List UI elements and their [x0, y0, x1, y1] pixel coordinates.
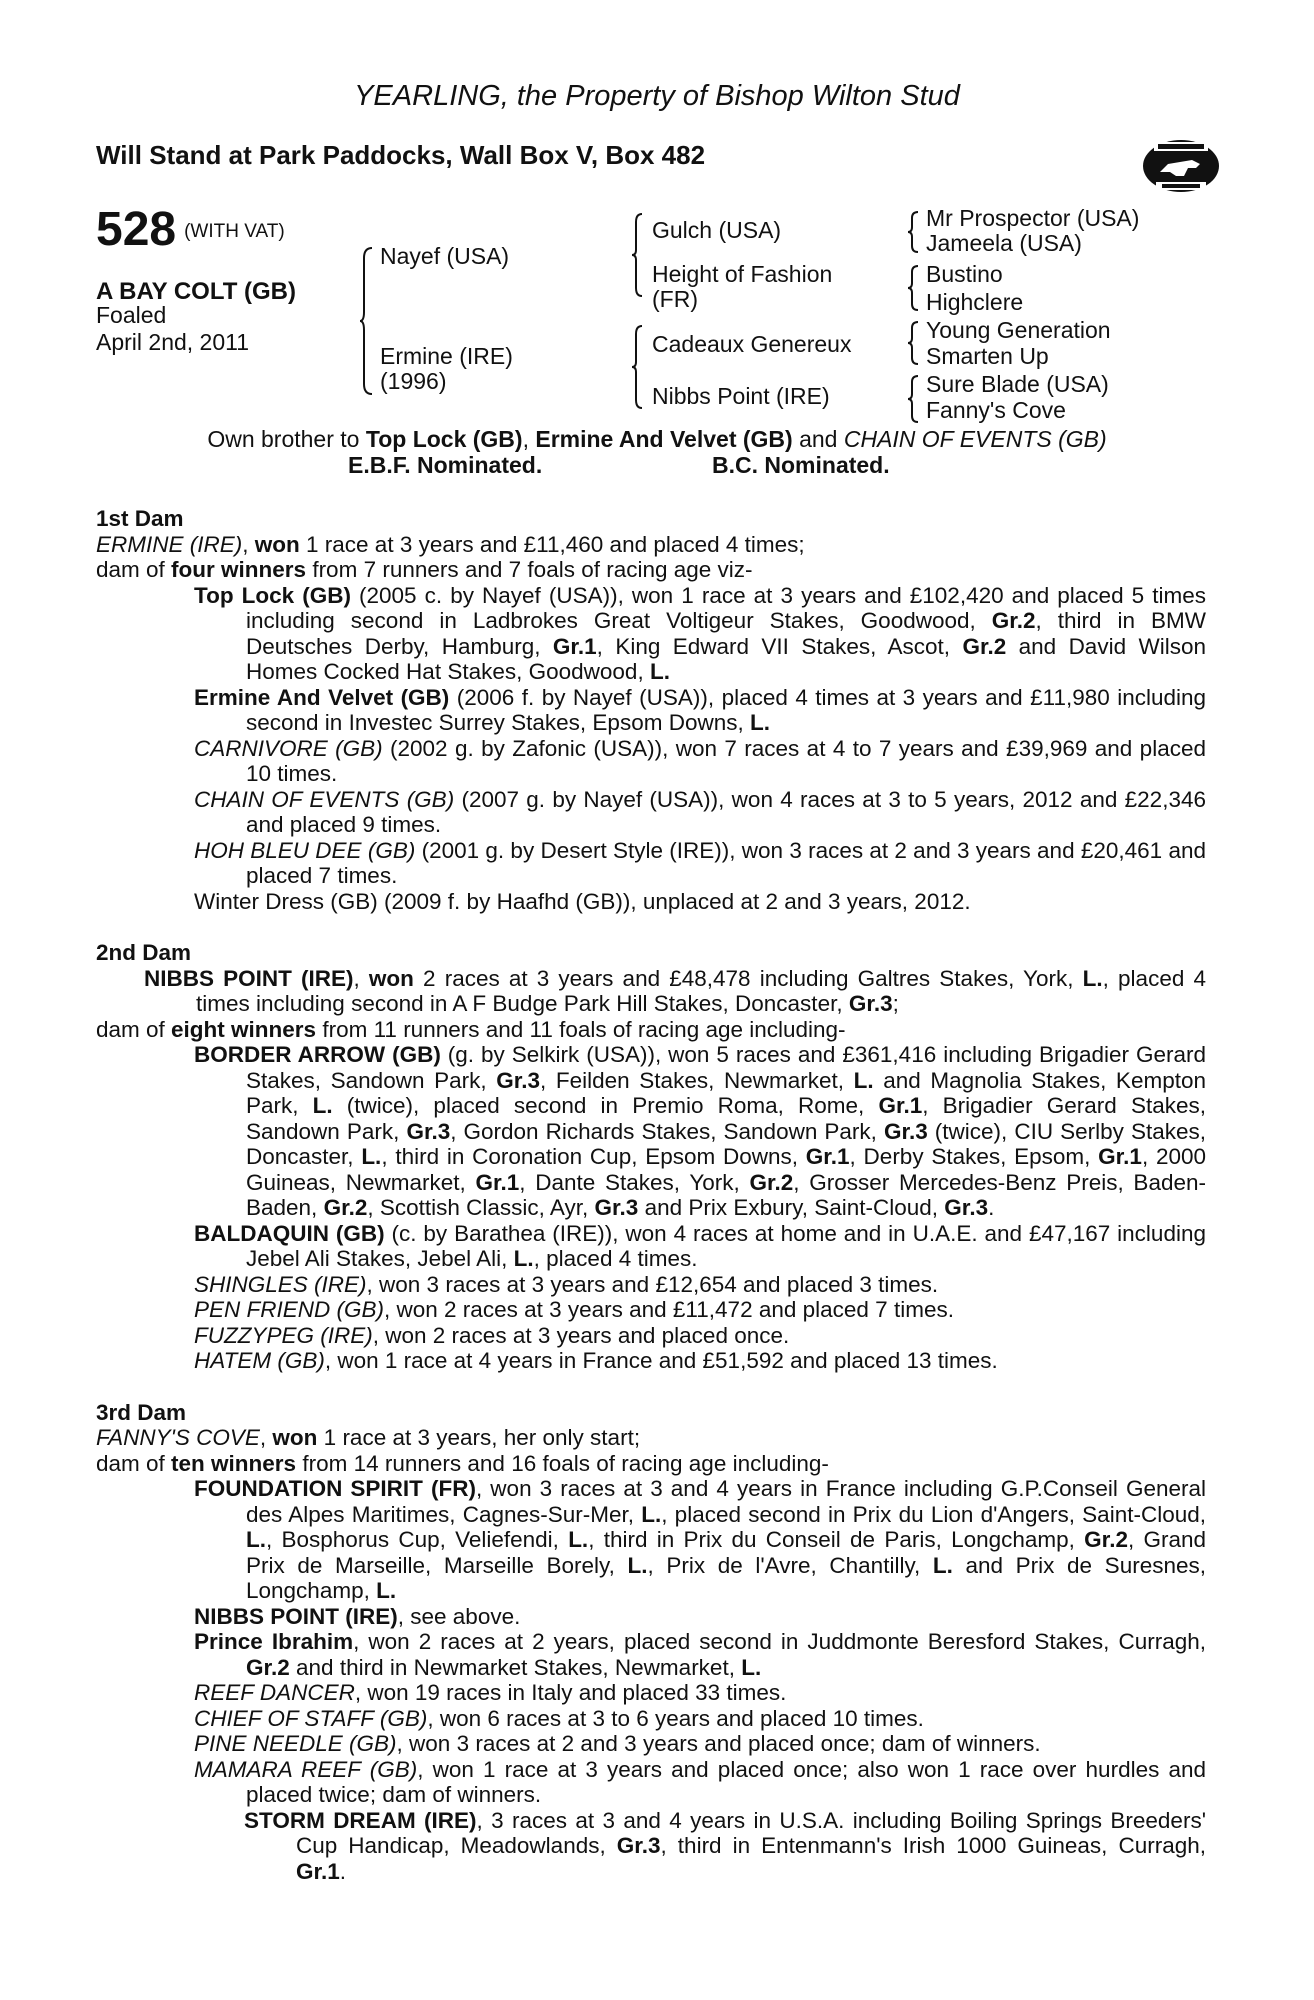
- text-run: and Prix Exbury, Saint-Cloud,: [638, 1195, 945, 1220]
- dam3-grandfoal: [96, 1808, 1206, 1885]
- text-run: Gr.3: [944, 1195, 989, 1220]
- pedigree-gen3-5: Young Generation: [926, 317, 1111, 343]
- text-run: , won 2 races at 2 years, placed second in Juddmonte Beresford Stakes, Curragh,: [353, 1629, 1206, 1654]
- pedigree-dam: Ermine (IRE) (1996): [380, 343, 513, 394]
- text-run: Top Lock (GB): [194, 582, 351, 608]
- text-run: Prince Ibrahim: [194, 1629, 354, 1654]
- dam1-summary: [96, 532, 1206, 558]
- text-run: L.: [741, 1654, 762, 1680]
- text-run: L.: [649, 659, 670, 684]
- dam2-foal: [96, 1272, 1206, 1298]
- text-run: STORM DREAM (IRE): [244, 1807, 477, 1833]
- foaled-label: Foaled: [96, 302, 167, 328]
- text-run: , third in Prix du Conseil de Paris, Longchamp,: [588, 1527, 1085, 1552]
- text-run: Gr.2: [749, 1169, 794, 1195]
- pedigree-dam-dam: Nibbs Point (IRE): [652, 383, 830, 409]
- text-run: , Feilden Stakes, Newmarket,: [540, 1067, 854, 1093]
- text-run: L.: [376, 1578, 397, 1603]
- dam3-foal: [96, 1629, 1206, 1680]
- dam2-foal: [96, 1221, 1206, 1272]
- text-run: HOH BLEU DEE (GB): [194, 837, 416, 863]
- text-run: FUZZYPEG (IRE): [194, 1322, 373, 1348]
- pedigree-brace-5: [908, 264, 922, 312]
- text-run: , won 3 races at 3 and 4 years in France including G.P.Conseil General des Alpes Maritimes, Cagnes-Sur-Mer,: [246, 1476, 1206, 1527]
- text-run: ,: [353, 965, 369, 991]
- text-run: Gr.3: [883, 1118, 928, 1144]
- dam1-foal: [96, 838, 1206, 889]
- text-run: BALDAQUIN (GB): [194, 1220, 385, 1246]
- ebf-nomination: E.B.F. Nominated.: [348, 452, 543, 478]
- text-run: from 14 runners and 16 foals of racing age including-: [296, 1450, 829, 1476]
- dam3-summary: [96, 1425, 1206, 1451]
- text-run: , Dante Stakes, York,: [519, 1169, 750, 1195]
- pedigree-brace-7: [908, 374, 922, 424]
- text-run: , won 3 races at 3 years and £12,654 and placed 3 times.: [366, 1271, 939, 1297]
- dam1-foal: [96, 889, 1206, 915]
- text-run: won: [368, 965, 414, 991]
- text-run: (twice), placed second in Premio Roma, Rome,: [332, 1093, 879, 1118]
- text-run: Winter Dress (GB) (2009 f. by Haafhd (GB)), unplaced at 2 and 3 years, 2012.: [194, 888, 971, 914]
- text-run: , Prix de l'Avre, Chantilly,: [647, 1552, 933, 1578]
- text-run: , 3 races at 3 and 4 years in U.S.A. including Boiling Springs Breeders' Cup Handicap, Meadowlands,: [296, 1807, 1206, 1858]
- lot-number: 528 (WITH VAT): [96, 203, 285, 256]
- pedigree-gen3-2: Jameela (USA): [926, 230, 1082, 256]
- text-run: , won 19 races in Italy and placed 33 times.: [354, 1680, 787, 1705]
- dam3-foal: [96, 1731, 1206, 1757]
- dam2-foal: [96, 1323, 1206, 1349]
- dam2-foal: [96, 1297, 1206, 1323]
- text-run: L.: [749, 710, 770, 735]
- text-run: (twice), CIU Serlby Stakes, Doncaster,: [246, 1118, 1206, 1169]
- text-run: PEN FRIEND (GB): [194, 1297, 385, 1322]
- text-run: MAMARA REEF (GB): [194, 1756, 418, 1782]
- pedigree-sire-sire: Gulch (USA): [652, 217, 782, 243]
- dam3-foal: [96, 1757, 1206, 1808]
- text-run: Gr.3: [616, 1833, 661, 1858]
- text-run: Gr.1: [552, 633, 597, 659]
- text-run: ,: [242, 531, 255, 557]
- text-run: CHAIN OF EVENTS (GB): [194, 786, 455, 812]
- sibling-top-lock: Top Lock (GB): [365, 426, 523, 452]
- dam3-produce-intro: [96, 1451, 1206, 1477]
- dam2-heading: 2nd Dam: [96, 940, 192, 965]
- text-run: Gr.1: [296, 1858, 340, 1884]
- text-run: L.: [312, 1093, 333, 1118]
- pedigree-dam-sire: Cadeaux Genereux: [652, 331, 852, 357]
- text-run: , 2000 Guineas, Newmarket,: [246, 1144, 1206, 1195]
- pedigree-gen3-7: Sure Blade (USA): [926, 371, 1109, 397]
- sibling-chain-of-events: CHAIN OF EVENTS (GB): [843, 426, 1107, 452]
- text-run: (g. by Selkirk (USA)), won 5 races and £361,416 including Brigadier Gerard Stakes, Sandown Park,: [246, 1042, 1207, 1093]
- dam3-heading: 3rd Dam: [96, 1399, 187, 1425]
- pedigree-dam-year: (1996): [380, 368, 447, 394]
- text-run: , third in Entenmann's Irish 1000 Guineas, Curragh,: [660, 1833, 1206, 1858]
- dam2-produce-intro: [96, 1017, 1206, 1043]
- pedigree-sire: Nayef (USA): [380, 243, 510, 269]
- pedigree-gen3-4: Highclere: [926, 289, 1024, 315]
- text-run: NIBBS POINT (IRE): [194, 1603, 398, 1629]
- text-run: , Grand Prix de Marseille, Marseille Borely,: [246, 1527, 1206, 1578]
- text-run: ERMINE (IRE): [96, 531, 243, 557]
- text-run: L.: [641, 1501, 662, 1527]
- dam1-foal: [96, 736, 1206, 787]
- text-run: Gr.2: [323, 1195, 368, 1220]
- dam1-foal: [96, 583, 1206, 685]
- pedigree-gen3-6: Smarten Up: [926, 343, 1049, 369]
- text-run: Ermine And Velvet (GB): [194, 684, 450, 710]
- pedigree-sire-dam: Height of Fashion (FR): [652, 261, 833, 312]
- text-run: Gr.3: [848, 991, 893, 1016]
- text-run: .: [988, 1195, 995, 1220]
- pedigree-gen3-1: Mr Prospector (USA): [926, 205, 1140, 231]
- text-run: Gr.2: [246, 1654, 290, 1680]
- stand-location: Will Stand at Park Paddocks, Wall Box V, Box 482: [96, 140, 706, 170]
- text-run: (2007 g. by Nayef (USA)), won 4 races at 3 to 5 years, 2012 and £22,346 and placed 9 times.: [246, 786, 1206, 837]
- dam2-foal: [96, 1348, 1206, 1374]
- text-run: Gr.3: [594, 1195, 639, 1220]
- pedigree-brace-3: [632, 324, 646, 410]
- lot-description: A BAY COLT (GB): [96, 278, 297, 305]
- text-run: L.: [568, 1527, 589, 1552]
- text-run: ten winners: [171, 1450, 297, 1476]
- text-run: HATEM (GB): [194, 1348, 325, 1373]
- text-run: , Scottish Classic, Ayr,: [367, 1195, 595, 1220]
- text-run: Gr.1: [475, 1169, 520, 1195]
- text-run: , won 1 race at 3 years and placed once; also won 1 race over hurdles and placed twice; dam of winners.: [246, 1756, 1206, 1807]
- text-run: Gr.3: [406, 1118, 451, 1144]
- text-run: dam of: [96, 1450, 172, 1476]
- text-run: 1 race at 3 years, her only start;: [317, 1425, 641, 1450]
- text-run: Gr.1: [1098, 1144, 1142, 1169]
- text-run: ;: [892, 991, 899, 1016]
- text-run: , placed 4 times.: [533, 1246, 698, 1271]
- dam1-foal: [96, 787, 1206, 838]
- dam1-foal: [96, 685, 1206, 736]
- text-run: eight winners: [171, 1016, 317, 1042]
- text-run: four winners: [171, 557, 307, 582]
- text-run: , placed 4 times including second in A F Budge Park Hill Stakes, Doncaster,: [196, 965, 1206, 1016]
- text-run: L.: [361, 1144, 382, 1169]
- text-run: (2006 f. by Nayef (USA)), placed 4 times at 3 years and £11,980 including second in Investec Surrey Stakes, Epsom Downs,: [246, 684, 1207, 735]
- pedigree-brace-6: [908, 320, 922, 366]
- text-run: won: [272, 1425, 318, 1450]
- pedigree-gen3-3: Bustino: [926, 261, 1003, 287]
- foaled-info: [96, 302, 249, 356]
- vat-note: (WITH VAT): [184, 221, 285, 243]
- text-run: Gr.2: [1084, 1527, 1128, 1552]
- text-run: ,: [259, 1425, 273, 1450]
- text-run: dam of: [96, 557, 172, 582]
- own-brother-line: Own brother to Top Lock (GB), Ermine And Velvet (GB) and CHAIN OF EVENTS (GB): [207, 426, 1107, 452]
- text-run: , won 6 races at 3 to 6 years and placed 10 times.: [427, 1705, 924, 1731]
- text-run: Gr.3: [496, 1067, 541, 1093]
- text-run: L.: [513, 1246, 534, 1271]
- text-run: NIBBS POINT (IRE): [144, 965, 354, 991]
- text-run: PINE NEEDLE (GB): [194, 1731, 397, 1756]
- text-run: and Prix de Suresnes, Longchamp,: [246, 1552, 1206, 1603]
- bc-nomination: B.C. Nominated.: [712, 452, 890, 478]
- text-run: , Gordon Richards Stakes, Sandown Park,: [450, 1118, 884, 1144]
- pedigree-gen3-8: Fanny's Cove: [926, 397, 1066, 423]
- text-run: , third in BMW Deutsches Derby, Hamburg,: [246, 608, 1206, 659]
- text-run: L.: [1082, 965, 1103, 991]
- text-run: L.: [246, 1527, 266, 1552]
- text-run: , Bosphorus Cup, Veliefendi,: [266, 1527, 569, 1552]
- text-run: from 11 runners and 11 foals of racing age including-: [316, 1016, 846, 1042]
- dam1-produce-intro: [96, 557, 1206, 583]
- foaled-date: April 2nd, 2011: [96, 329, 250, 355]
- dam1-heading: 1st Dam: [96, 506, 184, 531]
- text-run: dam of: [96, 1016, 172, 1042]
- sibling-ermine-and-velvet: Ermine And Velvet (GB): [535, 426, 793, 452]
- text-run: Gr.2: [962, 633, 1007, 659]
- dam3-foal: [96, 1604, 1206, 1630]
- text-run: , won 2 races at 3 years and placed once.: [372, 1322, 790, 1348]
- text-run: (2001 g. by Desert Style (IRE)), won 3 races at 2 and 3 years and £20,461 and placed 7 times.: [246, 837, 1206, 888]
- text-run: Gr.1: [878, 1093, 923, 1118]
- text-run: and third in Newmarket Stakes, Newmarket,: [289, 1654, 742, 1680]
- text-run: SHINGLES (IRE): [194, 1271, 367, 1297]
- dam-records: [96, 506, 1206, 1884]
- text-run: CARNIVORE (GB): [194, 735, 383, 761]
- dam2-summary: [96, 966, 1206, 1017]
- dam3-foal: [96, 1706, 1206, 1732]
- pedigree-brace-2: [632, 212, 646, 298]
- text-run: FOUNDATION SPIRIT (FR): [194, 1476, 476, 1501]
- text-run: , won 1 race at 4 years in France and £51,592 and placed 13 times.: [324, 1348, 998, 1373]
- text-run: Gr.2: [991, 608, 1036, 633]
- text-run: L.: [932, 1552, 953, 1578]
- text-run: FANNY'S COVE: [96, 1425, 260, 1450]
- text-run: and Magnolia Stakes, Kempton Park,: [246, 1067, 1206, 1118]
- text-run: from 7 runners and 7 foals of racing age viz-: [306, 557, 753, 582]
- text-run: won: [254, 531, 300, 557]
- text-run: (c. by Barathea (IRE)), won 4 races at home and in U.A.E. and £47,167 including Jebel Ali Stakes, Jebel Ali,: [246, 1220, 1206, 1271]
- text-run: .: [339, 1858, 347, 1884]
- text-run: , Brigadier Gerard Stakes, Sandown Park,: [246, 1093, 1206, 1144]
- text-run: , placed second in Prix du Lion d'Angers, Saint-Cloud,: [661, 1501, 1206, 1527]
- text-run: , King Edward VII Stakes, Ascot,: [596, 633, 963, 659]
- text-run: (2005 c. by Nayef (USA)), won 1 race at 3 years and £102,420 and placed 5 times including second in Ladbrokes Great Voltigeur Stakes, Goodwood,: [246, 582, 1206, 633]
- text-run: BORDER ARROW (GB): [194, 1042, 441, 1067]
- text-run: , won 3 races at 2 and 3 years and placed once; dam of winners.: [396, 1731, 1041, 1756]
- pedigree-brace-4: [908, 210, 922, 254]
- dam2-foal: [96, 1042, 1206, 1221]
- dam3-foal: [96, 1476, 1206, 1604]
- text-run: L.: [853, 1067, 874, 1093]
- racing-post-bonus-logo-icon: [1140, 128, 1222, 210]
- text-run: REEF DANCER: [194, 1680, 355, 1705]
- text-run: (2002 g. by Zafonic (USA)), won 7 races at 4 to 7 years and £39,969 and placed 10 times.: [246, 735, 1206, 786]
- text-run: , Grosser Mercedes-Benz Preis, Baden-Baden,: [246, 1169, 1206, 1220]
- dam3-foal: [96, 1680, 1206, 1706]
- catalogue-title: YEARLING, the Property of Bishop Wilton Stud: [354, 80, 960, 112]
- pedigree-brace-1: [360, 246, 376, 396]
- text-run: CHIEF OF STAFF (GB): [194, 1705, 428, 1731]
- text-run: , see above.: [397, 1603, 521, 1629]
- text-run: , Derby Stakes, Epsom,: [849, 1144, 1099, 1169]
- text-run: , won 2 races at 3 years and £11,472 and placed 7 times.: [384, 1297, 954, 1322]
- text-run: 2 races at 3 years and £48,478 including Galtres Stakes, York,: [413, 965, 1083, 991]
- text-run: L.: [627, 1552, 648, 1578]
- text-run: and David Wilson Homes Cocked Hat Stakes, Goodwood,: [246, 633, 1206, 684]
- text-run: , third in Coronation Cup, Epsom Downs,: [381, 1144, 806, 1169]
- text-run: Gr.1: [805, 1144, 850, 1169]
- text-run: 1 race at 3 years and £11,460 and placed 4 times;: [299, 531, 805, 557]
